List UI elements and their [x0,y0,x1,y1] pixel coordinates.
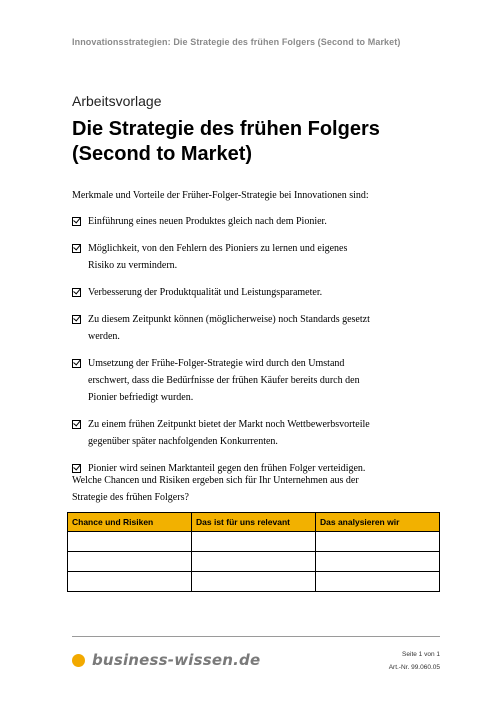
document-subtitle: Arbeitsvorlage [72,93,162,109]
page-info [389,648,440,674]
table-cell[interactable] [192,572,316,592]
table-row [68,532,440,552]
checklist-item-text: Verbesserung der Produktqualität und Leistungsparameter. [88,287,323,298]
table-header-row [68,513,440,532]
checklist-item [72,355,372,406]
analysis-table [67,512,440,592]
checklist-item-text: Zu einem frühen Zeitpunkt bietet der Markt noch Wettbewerbsvorteile gegenüber später nachfolgenden Konkurrenten. [88,419,370,447]
table-cell[interactable] [316,572,440,592]
table-cell[interactable] [192,532,316,552]
table-cell[interactable] [316,532,440,552]
table-cell[interactable] [68,532,192,552]
table-cell[interactable] [68,572,192,592]
checklist-item [72,311,372,345]
question-text: Welche Chancen und Risiken ergeben sich für Ihr Unternehmen aus der Strategie des frühen Folgers? [72,475,359,503]
checklist-item-text: Pionier wird seinen Marktanteil gegen den frühen Folger verteidigen. [88,463,366,474]
checked-box-icon [72,244,81,253]
article-number: Art.-Nr. 99.060.05 [388,664,440,671]
feature-checklist [72,213,372,487]
page-number: Seite 1 von 1 [402,651,440,658]
checklist-item-text: Zu diesem Zeitpunkt können (möglicherweise) noch Standards gesetzt werden. [88,314,370,342]
column-header-chance: Chance und Risiken [68,513,192,532]
running-header: Innovationsstrategien: Die Strategie des frühen Folgers (Second to Market) [72,37,401,47]
document-title: Die Strategie des frühen Folgers (Second to Market) [72,118,380,165]
checked-box-icon [72,217,81,226]
checked-box-icon [72,315,81,324]
table-cell[interactable] [192,552,316,572]
checklist-item [72,416,372,450]
table-row [68,572,440,592]
column-header-analyze: Das analysieren wir [316,513,440,532]
checked-box-icon [72,420,81,429]
logo-dot-icon [72,654,85,667]
checklist-item-text: Möglichkeit, von den Fehlern des Pioniers zu lernen und eigenes Risiko zu vermindern. [88,243,348,271]
table-cell[interactable] [316,552,440,572]
brand-logo [72,651,260,669]
intro-text: Merkmale und Vorteile der Früher-Folger-Strategie bei Innovationen sind: [72,190,369,201]
table-cell[interactable] [68,552,192,572]
checked-box-icon [72,359,81,368]
checked-box-icon [72,288,81,297]
checklist-item-text: Umsetzung der Frühe-Folger-Strategie wird durch den Umstand erschwert, dass die Bedürfnisse der frühen Käufer bereits durch den Pionier befriedigt wurden. [88,358,360,403]
checklist-item-text: Einführung eines neuen Produktes gleich nach dem Pionier. [88,216,327,227]
table-row [68,552,440,572]
checklist-item [72,213,372,230]
checklist-item [72,240,372,274]
footer-divider [72,636,440,637]
checklist-item [72,284,372,301]
column-header-relevant: Das ist für uns relevant [192,513,316,532]
logo-text: business-wissen.de [92,651,261,669]
